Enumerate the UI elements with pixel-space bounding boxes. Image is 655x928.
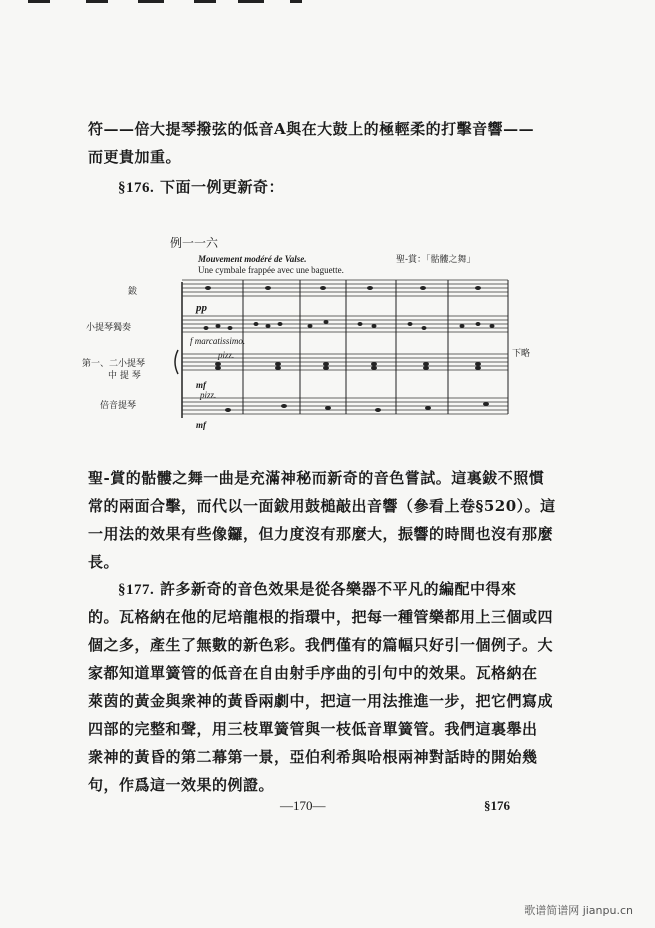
text-line: 而更貴加重。 — [88, 148, 182, 166]
text-line: 衆神的黃昏的第二幕第一景，亞伯利希與哈根兩神對話時的開始幾 — [88, 748, 538, 766]
example-label: 例一一六 — [170, 236, 219, 250]
text-line: 萊茵的黃金與衆神的黃昏兩劇中，把這一用法推進一步，把它們寫成 — [88, 692, 554, 710]
dynamic-marking: mf — [196, 380, 206, 390]
text-line — [118, 578, 517, 599]
staff-system — [78, 232, 538, 432]
text-line: 個之多，產生了無數的新色彩。我們僅有的篇幅只好引一個例子。大 — [88, 636, 554, 654]
example-source: 聖-賞：「骷髏之舞」 — [396, 255, 476, 265]
section-marker: §176 — [484, 798, 510, 813]
text-line: 常的兩面合擊，而代以一面鈸用鼓槌敲出音響（參看上卷§520）。這 — [88, 497, 556, 515]
page-number: —170— — [280, 798, 326, 813]
text-line: 長。 — [88, 553, 120, 571]
performance-instruction: Une cymbale frappée avec une baguette. — [198, 265, 344, 275]
instrument-label: 倍音提琴 — [100, 401, 137, 411]
tempo-marking: Mouvement modéré de Valse. — [198, 254, 307, 264]
pizz-marking: pizz. — [218, 350, 235, 360]
text-line: 句，作爲這一效果的例證。 — [88, 776, 275, 794]
dynamic-marking: mf — [196, 420, 206, 430]
text-line: 的。瓦格納在他的尼培龍根的指環中，把每一種管樂都用上三個或四 — [88, 608, 554, 626]
text-line: 符——倍大提琴撥弦的低音A與在大鼓上的極輕柔的打擊音響—— — [88, 120, 535, 138]
text-line: 家都知道單簧管的低音在自由射手序曲的引句中的效果。瓦格納在 — [88, 664, 538, 682]
section-176-heading — [118, 176, 284, 197]
section-text: 下面一例更新奇： — [159, 178, 284, 196]
text-line: 聖-賞的骷髏之舞一曲是充滿神秘而新奇的音色嘗試。這裏鈸不照慣 — [88, 469, 545, 487]
watermark: 歌谱简谱网 jianpu.cn — [524, 904, 633, 917]
section-text: 許多新奇的音色效果是從各樂器不平凡的編配中得來 — [159, 580, 517, 598]
instrument-label: 鈸 — [128, 287, 138, 297]
dynamic-marking: pp — [196, 302, 207, 314]
text-line: 一用法的效果有些像鑼，但力度沒有那麼大，振響的時間也沒有那麼 — [88, 525, 554, 543]
music-example — [78, 232, 538, 432]
section-number: §177. — [118, 582, 155, 598]
text-line: 四部的完整和聲，用三枝單簧管與一枝低音單簧管。我們這裏舉出 — [88, 720, 538, 738]
continuation-note: 下略 — [512, 349, 531, 359]
dynamic-marking: f marcatissimo. — [190, 336, 246, 346]
instrument-label: 小提琴獨奏 — [86, 323, 132, 333]
instrument-label: 中 提 琴 — [108, 371, 141, 381]
pizz-marking: pizz. — [200, 390, 217, 400]
section-number: §176. — [118, 180, 155, 196]
instrument-label: 第一、二小提琴 — [82, 359, 146, 369]
